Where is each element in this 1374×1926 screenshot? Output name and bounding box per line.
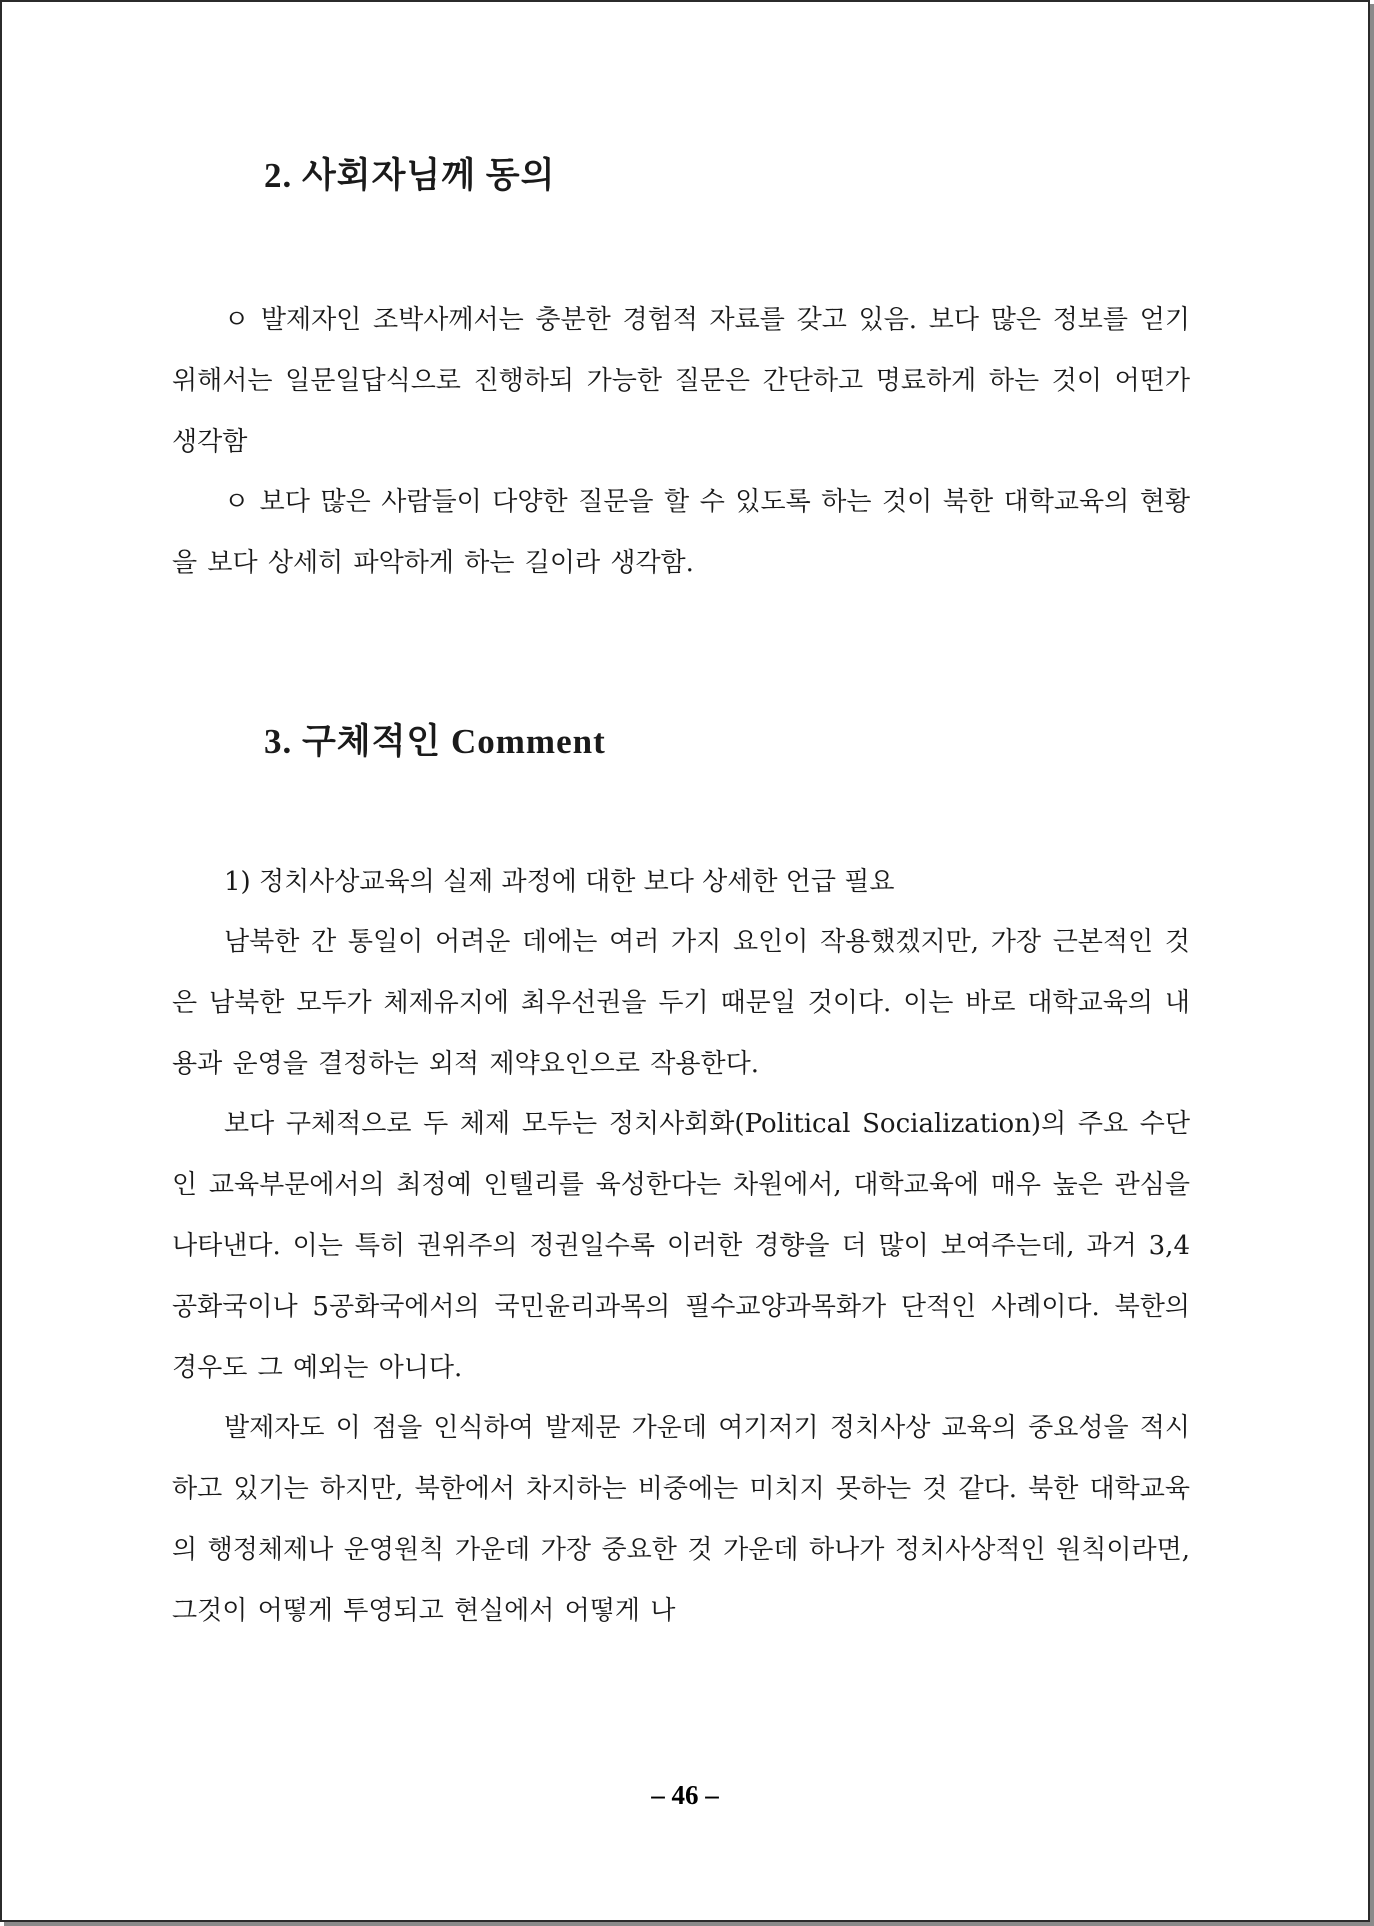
section-3-paragraph-2: 보다 구체적으로 두 체제 모두는 정치사회화(Political Socialization)의 주요 수단인 교육부문에서의 최정예 인텔리를 육성한다는 차원에서, 대학교육에 매우 높은 관심을 나타낸다. 이는 특히 권위주의 정권일수록 이러한 경향을 더 많이 보여주는데, 과거 3,4공화국이나 5공화국에서의 국민윤리과목의 필수교양과목화가 단적인 사례이다. 북한의 경우도 그 예외는 아니다. <box>172 1109 1190 1383</box>
page-number: – 46 – <box>651 1780 719 1810</box>
section-2-paragraph-2: ㅇ 보다 많은 사람들이 다양한 질문을 할 수 있도록 하는 것이 북한 대학교육의 현황을 보다 상세히 파악하게 하는 길이라 생각함. <box>172 487 1190 578</box>
section-3-heading: 3. 구체적인 Comment <box>264 722 606 761</box>
section-2-paragraph-1: ㅇ 발제자인 조박사께서는 충분한 경험적 자료를 갖고 있음. 보다 많은 정보를 얻기 위해서는 일문일답식으로 진행하되 가능한 질문은 간단하고 명료하게 하는 것이 어떤가 생각함 <box>172 305 1190 457</box>
section-3-paragraph-3: 발제자도 이 점을 인식하여 발제문 가운데 여기저기 정치사상 교육의 중요성을 적시하고 있기는 하지만, 북한에서 차지하는 비중에는 미치지 못하는 것 같다. 북한 대학교육의 행정체제나 운영원칙 가운데 가장 중요한 것 가운데 하나가 정치사상적인 원칙이라면, 그것이 어떻게 투영되고 현실에서 어떻게 나 <box>172 1413 1190 1626</box>
section-2-heading: 2. 사회자님께 동의 <box>264 156 556 195</box>
section-3-paragraph-1: 남북한 간 통일이 어려운 데에는 여러 가지 요인이 작용했겠지만, 가장 근본적인 것은 남북한 모두가 체제유지에 최우선권을 두기 때문일 것이다. 이는 바로 대학교육의 내용과 운영을 결정하는 외적 제약요인으로 작용한다. <box>172 927 1190 1079</box>
section-3-subheading: 1) 정치사상교육의 실제 과정에 대한 보다 상세한 언급 필요 <box>224 867 895 897</box>
